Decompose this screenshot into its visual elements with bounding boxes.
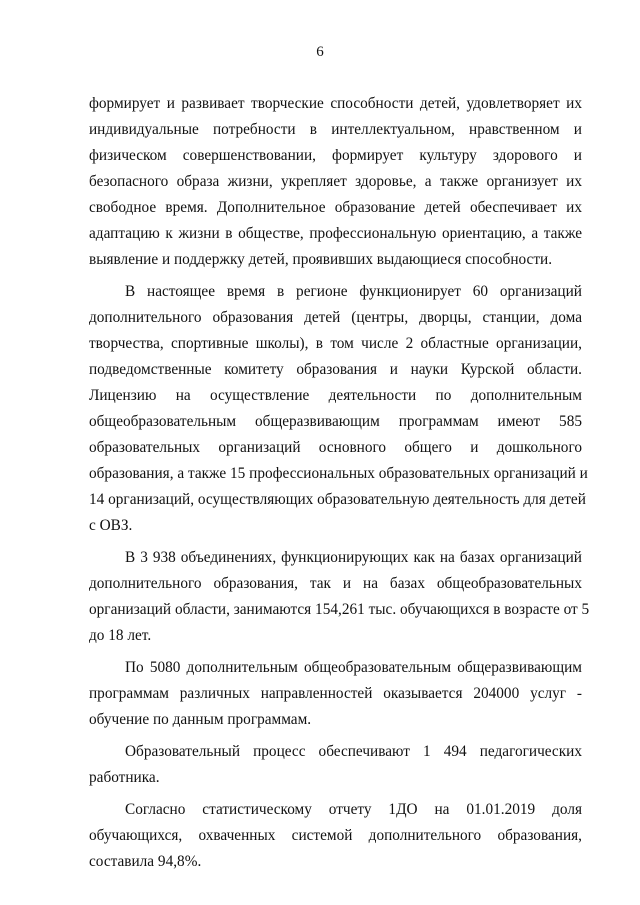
- text-line: до 18 лет.: [89, 627, 152, 644]
- text-line: индивидуальные потребности в интеллектуальном, нравственном и: [89, 121, 582, 138]
- text-line: адаптацию к жизни в обществе, профессиональную ориентацию, а также: [89, 225, 582, 242]
- text-line: Согласно статистическому отчету 1ДО на 01.01.2019 доля: [125, 801, 582, 818]
- text-line: общеобразовательным общеразвивающим программам имеют 585: [89, 413, 582, 430]
- text-line: работника.: [89, 769, 160, 786]
- text-line: дополнительного образования детей (центры, дворцы, станции, дома: [89, 309, 582, 326]
- text-line: свободное время. Дополнительное образование детей обеспечивает их: [89, 199, 582, 216]
- text-line: безопасного образа жизни, укрепляет здоровье, а также организует их: [89, 173, 582, 190]
- body-text: [89, 91, 590, 875]
- text-line: Образовательный процесс обеспечивают 1 494 педагогических: [125, 743, 582, 760]
- text-line: образовательных организаций основного общего и дошкольного: [89, 439, 582, 456]
- page-number: 6: [316, 44, 324, 60]
- text-line: обучение по данным программам.: [89, 711, 312, 728]
- text-line: составила 94,8%.: [89, 853, 202, 870]
- text-line: организаций области, занимаются 154,261 тыс. обучающихся в возрасте от 5: [89, 601, 590, 618]
- text-line: творчества, спортивные школы), в том числе 2 областные организации,: [89, 335, 582, 352]
- text-line: Лицензию на осуществление деятельности по дополнительным: [89, 387, 582, 404]
- text-line: По 5080 дополнительным общеобразовательным общеразвивающим: [125, 659, 582, 676]
- text-line: обучающихся, охваченных системой дополнительного образования,: [89, 827, 582, 844]
- text-line: подведомственные комитету образования и науки Курской области.: [89, 361, 582, 378]
- paragraph-6: [89, 797, 582, 875]
- text-line: В 3 938 объединениях, функционирующих как на базах организаций: [125, 549, 582, 566]
- text-line: с ОВЗ.: [89, 517, 133, 534]
- text-line: В настоящее время в регионе функционирует 60 организаций: [125, 283, 582, 300]
- paragraph-1: [89, 91, 582, 273]
- text-line: программам различных направленностей оказывается 204000 услуг -: [89, 685, 582, 702]
- text-line: физическом совершенствовании, формирует культуру здорового и: [89, 147, 582, 164]
- paragraph-5: [89, 739, 582, 791]
- text-line: 14 организаций, осуществляющих образовательную деятельность для детей: [89, 491, 586, 508]
- text-line: дополнительного образования, так и на базах общеобразовательных: [89, 575, 582, 592]
- paragraph-4: [89, 655, 582, 733]
- text-line: формирует и развивает творческие способности детей, удовлетворяет их: [89, 95, 582, 112]
- paragraph-2: [89, 279, 588, 539]
- paragraph-3: [89, 545, 590, 649]
- text-line: образования, а также 15 профессиональных образовательных организаций и: [89, 465, 588, 482]
- text-line: выявление и поддержку детей, проявивших выдающиеся способности.: [89, 251, 553, 268]
